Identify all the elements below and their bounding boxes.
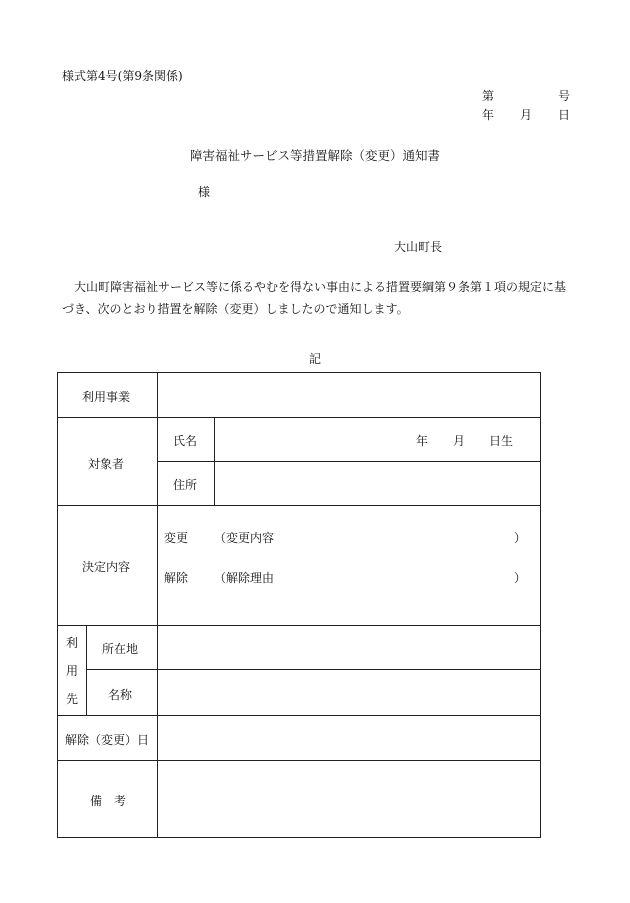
cancel-reason-open: （解除理由 — [214, 571, 275, 585]
notice-table — [57, 372, 541, 838]
issuer: 大山町長 — [394, 240, 443, 254]
body-text: 大山町障害福祉サービス等に係るやむを得ない事由による措置要綱第９条第１項の規定に基づき、次のとおり措置を解除（変更）しましたので通知します。 — [62, 280, 567, 316]
change-detail-open: （変更内容 — [214, 531, 275, 545]
cancel-reason-close: ） — [514, 571, 527, 585]
birth-year: 年 — [416, 434, 429, 448]
destination-name-label: 名称 — [108, 688, 133, 702]
address-label: 住所 — [173, 478, 198, 492]
location-label: 所在地 — [102, 642, 139, 656]
usage-service-label: 利用事業 — [82, 390, 131, 404]
date-month: 月 — [520, 108, 533, 122]
birth-month: 月 — [453, 434, 466, 448]
date-year: 年 — [482, 108, 495, 122]
birth-day: 日生 — [489, 434, 514, 448]
form-number: 様式第4号(第9条関係) — [62, 69, 183, 83]
date-day: 日 — [558, 108, 571, 122]
destination-vertical-label: 利 用 先 — [65, 636, 78, 706]
number-prefix: 第 — [482, 89, 495, 103]
change-label: 変更 — [164, 531, 189, 545]
cancel-label: 解除 — [164, 571, 189, 585]
remarks-label: 備 考 — [90, 794, 127, 808]
document-title: 障害福祉サービス等措置解除（変更）通知書 — [189, 148, 440, 163]
number-suffix: 号 — [558, 89, 571, 103]
cancel-date-label: 解除（変更）日 — [65, 733, 150, 747]
name-label: 氏名 — [173, 434, 198, 448]
change-detail-close: ） — [514, 531, 527, 545]
decision-label: 決定内容 — [82, 560, 131, 574]
subject-label: 対象者 — [88, 457, 125, 471]
addressee: 様 — [198, 185, 211, 199]
ki-heading: 記 — [308, 352, 321, 366]
